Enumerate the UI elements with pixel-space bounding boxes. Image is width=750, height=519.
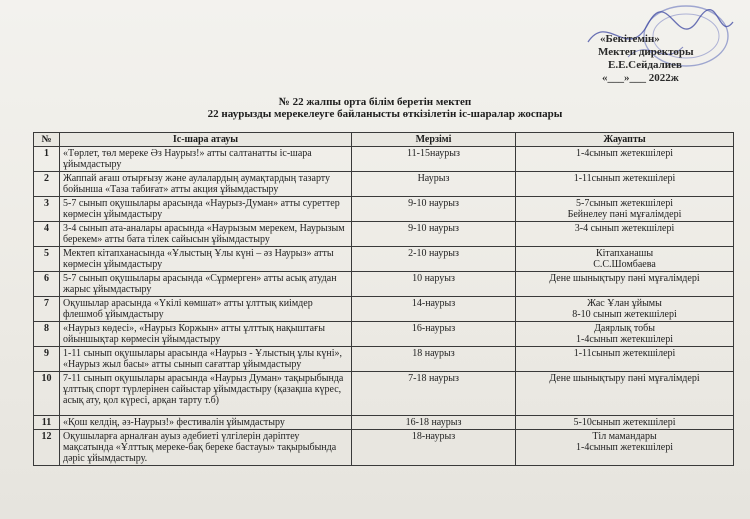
cell-event-name: 3-4 сынып ата-аналары арасында «Наурызым мерекем, Наурызым берекем» атты бата тілек сайысын ұйымдастыру [60,222,352,247]
cell-date: 9-10 наурыз [352,197,516,222]
table-row [34,372,734,416]
cell-responsible: Даярлық тобы 1-4сынып жетекшілері [516,322,734,347]
cell-date: 10 наруыз [352,272,516,297]
cell-number: 8 [34,322,60,347]
approval-date: «___»___ 2022ж [602,72,679,84]
approval-title: «Бекітемін» [600,33,660,45]
cell-number: 12 [34,430,60,466]
table-row [34,297,734,322]
cell-event-name: Мектеп кітапханасында «Ұлыстың Ұлы күні – әз Наурыз» атты көрмесін ұйымдастыру [60,247,352,272]
cell-event-name: Жаппай ағаш отырғызу және аулалардың аумақтардың тазарту бойынша «Таза табиғат» атты акция ұйымдастыру [60,172,352,197]
cell-date: 18 наурыз [352,347,516,372]
cell-date: 7-18 наурыз [352,372,516,416]
cell-date: 11-15наурыз [352,147,516,172]
table-row [34,197,734,222]
plan-title: 22 наурызды мерекелеуге байланысты өткізілетін іс-шаралар жоспары [207,108,563,120]
cell-responsible: Тіл мамандары 1-4сынып жетекшілері [516,430,734,466]
table-row [34,222,734,247]
approval-director-name: Е.Е.Сейдалиев [608,59,682,71]
table-row [34,272,734,297]
cell-number: 10 [34,372,60,416]
cell-event-name: 1-11 сынып оқушылары арасында «Наурыз - Ұлыстың ұлы күні», «Наурыз жыл басы» атты сынып сағаттар ұйымдастыру [60,347,352,372]
cell-responsible: Кітапханашы С.С.Шомбаева [516,247,734,272]
approval-block [588,33,748,85]
cell-event-name: 5-7 сынып оқушылары арасында «Наурыз-Думан» атты суреттер көрмесін ұйымдастыру [60,197,352,222]
cell-number: 7 [34,297,60,322]
table-row [34,322,734,347]
cell-number: 4 [34,222,60,247]
cell-event-name: 7-11 сынып оқушылары арасында «Наурыз Думан» тақырыбында ұлттық спорт түрлерінен сайыстар ұйымдастыру (қазақша күрес, асық ату, қол күресі, арқан тарту т.б) [60,372,352,416]
cell-date: 2-10 наурыз [352,247,516,272]
cell-number: 1 [34,147,60,172]
cell-responsible: 5-7сынып жетекшілері Бейнелеу пәні мұғалімдері [516,197,734,222]
cell-number: 2 [34,172,60,197]
cell-responsible: 1-11сынып жетекшілері [516,347,734,372]
cell-responsible: Дене шынықтыру пәні мұғалімдері [516,272,734,297]
approval-position: Мектеп директоры [598,46,694,58]
column-header-responsible: Жауапты [516,133,734,147]
cell-date: 14-наурыз [352,297,516,322]
cell-event-name: 5-7 сынып оқушылары арасында «Сұрмерген» атты асық атудан жарыс ұйымдастыру [60,272,352,297]
cell-responsible: Жас Ұлан ұйымы 8-10 сынып жетекшілері [516,297,734,322]
cell-date: 16-18 наурыз [352,416,516,430]
cell-date: 18-наурыз [352,430,516,466]
column-header-event: Іс-шара атауы [60,133,352,147]
table-row [34,416,734,430]
table-row [34,430,734,466]
document-title [0,96,750,120]
cell-date: 16-наурыз [352,322,516,347]
column-header-number: № [34,133,60,147]
cell-event-name: Оқушылар арасында «Үкілі көмшат» атты ұлттық киімдер флешмоб ұйымдастыру [60,297,352,322]
cell-event-name: Оқушыларға арналған ауыз әдебиеті үлгілерін дәріптеу мақсатында «Ұлттық мереке-бақ береке бастауы» тақырыбында дәріс ұйымдастыру. [60,430,352,466]
cell-event-name: «Төрлет, төл мереке Әз Наурыз!» атты салтанатты іс-шара ұйымдастыру [60,147,352,172]
column-header-date: Мерзімі [352,133,516,147]
table-header-row [34,133,734,147]
cell-event-name: «Қош келдің, әз-Наурыз!» фестивалін ұйымдастыру [60,416,352,430]
table-row [34,247,734,272]
table-row [34,347,734,372]
cell-responsible: 3-4 сынып жетекшілері [516,222,734,247]
cell-number: 3 [34,197,60,222]
cell-responsible: Дене шынықтыру пәні мұғалімдері [516,372,734,416]
cell-date: Наурыз [352,172,516,197]
cell-date: 9-10 наурыз [352,222,516,247]
cell-event-name: «Наурыз көдесі», «Наурыз Коржын» атты ұлттық нақыштағы ойыншықтар көрмесін ұйымдастыру [60,322,352,347]
table-row [34,172,734,197]
cell-number: 5 [34,247,60,272]
cell-responsible: 1-4сынып жетекшілері [516,147,734,172]
cell-responsible: 5-10сынып жетекшілері [516,416,734,430]
cell-number: 11 [34,416,60,430]
school-name: № 22 жалпы орта білім беретін мектеп [278,96,472,108]
cell-number: 6 [34,272,60,297]
cell-responsible: 1-11сынып жетекшілері [516,172,734,197]
cell-number: 9 [34,347,60,372]
events-table [33,132,734,466]
table-row [34,147,734,172]
